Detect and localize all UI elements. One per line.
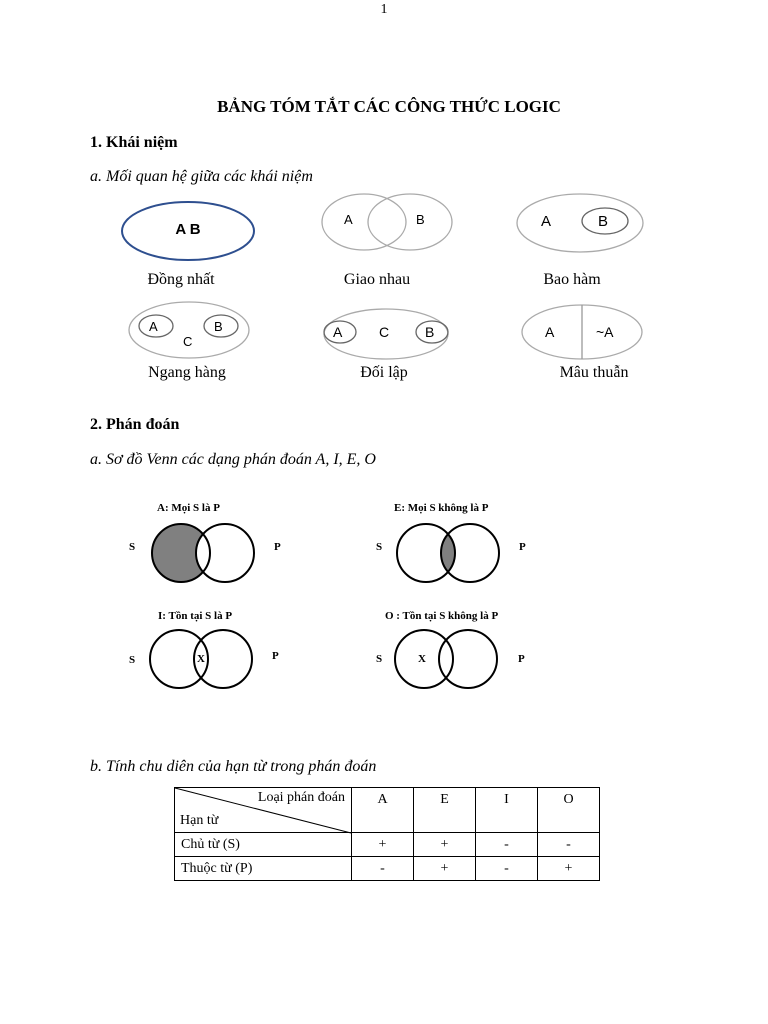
- table-corner-cell: [175, 788, 352, 833]
- venn-o-diagram: [372, 606, 542, 694]
- table-cell: -: [538, 833, 600, 857]
- svg-text:C: C: [379, 324, 390, 340]
- svg-text:P: P: [519, 541, 526, 553]
- venn-a-title: A: Mọi S là P: [157, 502, 220, 514]
- venn-i-mark: X: [197, 653, 205, 665]
- svg-text:S: S: [376, 653, 383, 665]
- caption-coordinate: Ngang hàng: [148, 364, 226, 381]
- svg-text:C: C: [183, 334, 193, 349]
- venn-e-title: E: Mọi S không là P: [394, 502, 489, 514]
- opposite-diagram: [322, 306, 452, 362]
- column-header: E: [414, 788, 476, 833]
- table-row: [175, 833, 600, 857]
- inclusion-diagram: [515, 193, 655, 257]
- row-label: Chủ từ (S): [175, 833, 352, 857]
- table-cell: +: [352, 833, 414, 857]
- venn-a-diagram: [125, 498, 295, 586]
- svg-text:S: S: [376, 541, 383, 553]
- table-cell: +: [414, 833, 476, 857]
- section-2b-heading: b. Tính chu diên của hạn từ trong phán đoán: [90, 758, 377, 775]
- corner-top-label: Loại phán đoán: [257, 790, 345, 805]
- section-2-heading: 2. Phán đoán: [90, 416, 180, 433]
- table-cell: +: [414, 857, 476, 881]
- table-cell: -: [476, 833, 538, 857]
- column-header: I: [476, 788, 538, 833]
- svg-text:B: B: [416, 212, 425, 227]
- column-header: O: [538, 788, 600, 833]
- distribution-table: [174, 787, 600, 881]
- svg-text:~A: ~A: [596, 324, 614, 340]
- caption-opposite: Đối lập: [360, 364, 408, 381]
- venn-e-diagram: [372, 498, 542, 586]
- caption-intersection: Giao nhau: [343, 271, 411, 288]
- svg-text:B: B: [425, 324, 435, 340]
- page-number: 1: [380, 2, 388, 17]
- section-2a-heading: a. Sơ đồ Venn các dạng phán đoán A, I, E, O: [90, 451, 376, 468]
- venn-o-title: O : Tồn tại S không là P: [385, 610, 499, 622]
- table-cell: -: [476, 857, 538, 881]
- page-title: BẢNG TÓM TẮT CÁC CÔNG THỨC LOGIC: [217, 97, 561, 116]
- coordinate-diagram: [127, 300, 255, 364]
- column-header: A: [352, 788, 414, 833]
- caption-inclusion: Bao hàm: [543, 271, 601, 288]
- svg-text:P: P: [274, 541, 281, 553]
- svg-text:A: A: [545, 324, 555, 340]
- intersection-diagram: [320, 192, 460, 256]
- corner-bottom-label: Hạn từ: [180, 813, 219, 828]
- row-label: Thuộc từ (P): [175, 857, 352, 881]
- svg-text:B: B: [598, 213, 609, 230]
- caption-contradiction: Mâu thuẫn: [559, 364, 629, 381]
- contradiction-diagram: [520, 302, 648, 362]
- section-1a-heading: a. Mối quan hệ giữa các khái niệm: [90, 168, 313, 185]
- identity-label: A B: [175, 221, 201, 238]
- svg-text:P: P: [518, 653, 525, 665]
- svg-text:S: S: [129, 541, 136, 553]
- section-1-heading: 1. Khái niệm: [90, 134, 178, 151]
- svg-text:A: A: [344, 212, 353, 227]
- svg-text:A: A: [333, 324, 343, 340]
- svg-text:A: A: [149, 319, 158, 334]
- svg-text:P: P: [272, 650, 279, 662]
- table-cell: -: [352, 857, 414, 881]
- venn-i-diagram: [125, 606, 295, 694]
- table-cell: +: [538, 857, 600, 881]
- svg-text:B: B: [214, 319, 223, 334]
- caption-identity: Đồng nhất: [147, 271, 215, 288]
- venn-i-title: I: Tồn tại S là P: [158, 610, 233, 622]
- svg-text:S: S: [129, 654, 136, 666]
- venn-o-mark: X: [418, 653, 426, 665]
- identity-diagram: [120, 200, 260, 264]
- table-row: [175, 857, 600, 881]
- svg-text:A: A: [541, 213, 552, 230]
